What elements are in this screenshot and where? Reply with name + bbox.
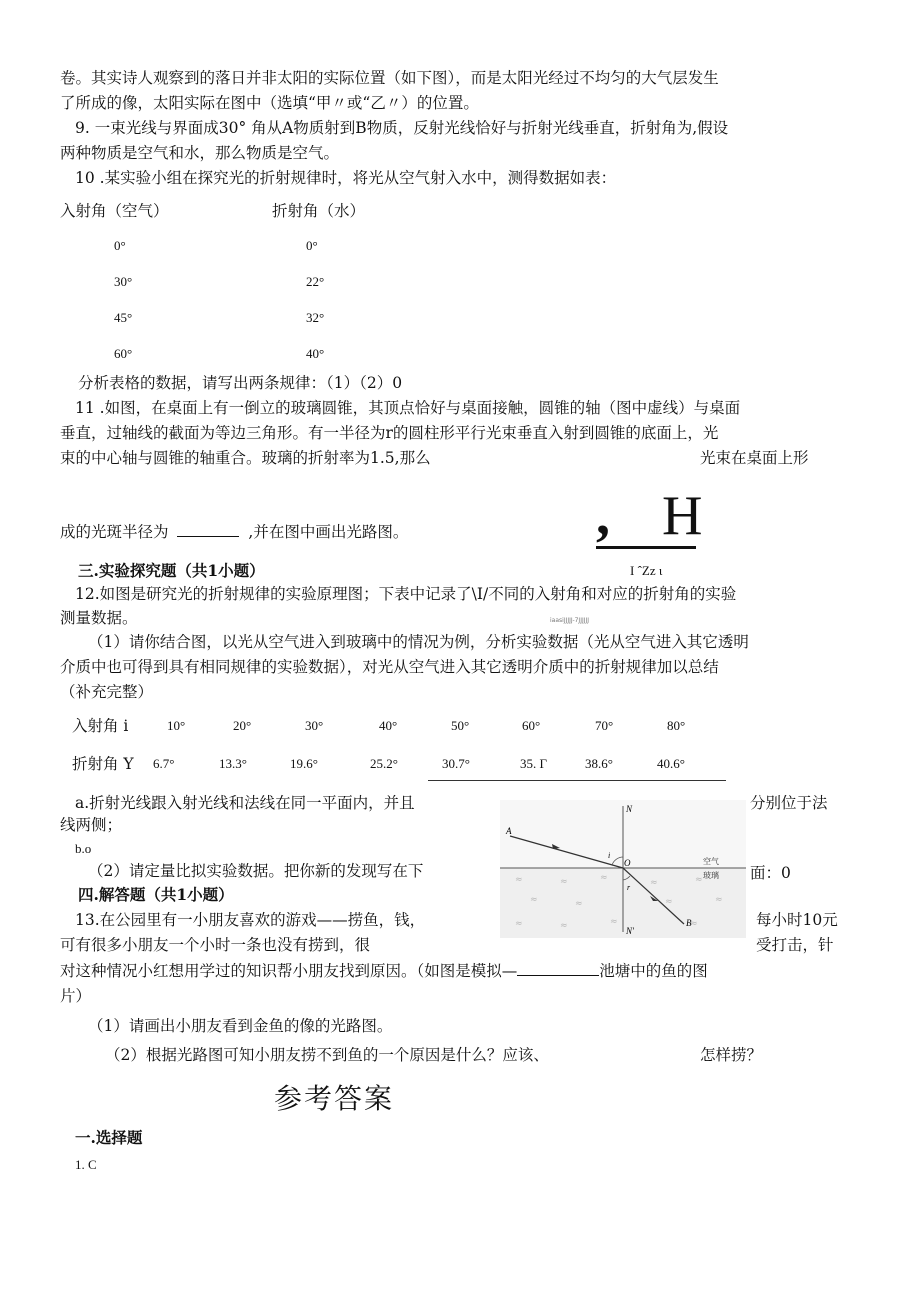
q12-text-line1: 12.如图是研究光的折射规律的实验原理图；下表中记录了\I/不同的入射角和对应的折射角的实验 <box>75 585 737 603</box>
table1-cell: 40° <box>306 346 325 361</box>
q11-text-line3-right: 光束在桌面上形 <box>700 449 809 467</box>
table2-cell: 60° <box>522 718 541 733</box>
table2-cell: 40.6° <box>657 756 685 771</box>
q10-text-line1: 10 .某实验小组在探究光的折射规律时，将光从空气射入水中，测得数据如表： <box>75 169 617 187</box>
q13-text-line2: 可有很多小朋友一个小时一条也没有捞到，很 <box>60 936 371 954</box>
table2-cell: 6.7° <box>153 756 175 771</box>
section-4-heading: 四.解答题（共1小题） <box>78 885 234 904</box>
q10-analysis: 分析表格的数据，请写出两条规律：（1）（2）0 <box>78 374 403 392</box>
label-N-top: N <box>626 804 633 814</box>
q13-blank[interactable] <box>517 975 599 976</box>
garbled-H-glyph: H <box>662 485 703 547</box>
svg-text:≈: ≈ <box>515 919 523 929</box>
label-r: r <box>627 883 631 892</box>
table2-cell: 80° <box>667 718 686 733</box>
q13-text-line1-right: 每小时10元 <box>756 911 838 929</box>
table1-cell: 22° <box>306 274 325 289</box>
q12-part1-line1: （1）请你结合图，以光从空气进入到玻璃中的情况为例，分析实验数据（光从空气进入其它透明 <box>88 633 749 651</box>
q13-text-line4: 片） <box>60 987 92 1005</box>
q12-text-line2: 测量数据。 <box>60 609 138 627</box>
table2-cell: 20° <box>233 718 252 733</box>
answer-title: 参考答案 <box>274 1082 395 1115</box>
q13-text-line2-right: 受打击，针 <box>756 936 834 954</box>
svg-text:≈: ≈ <box>665 897 673 907</box>
q13-text-line3b: 池塘中的鱼的图 <box>599 962 708 980</box>
svg-text:≈: ≈ <box>575 899 583 909</box>
table1-cell: 0° <box>306 238 318 253</box>
svg-text:≈: ≈ <box>650 878 658 888</box>
table2-cell: 10° <box>167 718 186 733</box>
table1-cell: 45° <box>114 310 133 325</box>
label-A: A <box>506 826 512 836</box>
label-air: 空气 <box>703 857 719 866</box>
q13-text-line3 <box>60 961 708 981</box>
table2-cell: 13.3° <box>219 756 247 771</box>
garbled-tiny-text: iaasiJJJJJ-7JJJJJJ <box>550 617 590 624</box>
table2-cell: 25.2° <box>370 756 398 771</box>
table2-cell: 40° <box>379 718 398 733</box>
label-glass: 玻璃 <box>703 871 719 880</box>
svg-text:≈: ≈ <box>560 877 568 887</box>
q12-a-line1-right: 分别位于法 <box>750 794 828 812</box>
table1-header-incident: 入射角（空气） <box>60 202 169 220</box>
q12-part2-right: 面：0 <box>750 864 791 882</box>
svg-text:≈: ≈ <box>715 895 723 905</box>
svg-text:≈: ≈ <box>515 875 523 885</box>
q12-part2-left: （2）请定量比拟实验数据。把你新的发现写在下 <box>88 862 424 880</box>
table1-cell: 30° <box>114 274 133 289</box>
table1-header-refracted: 折射角（水） <box>272 202 366 220</box>
q12-a-line1: a.折射光线跟入射光线和法线在同一平面内，并且 <box>75 794 415 812</box>
q12-a-line2: 线两侧； <box>60 816 123 834</box>
svg-text:≈: ≈ <box>610 917 618 927</box>
q11-text-line3: 束的中心轴与圆锥的轴重合。玻璃的折射率为1.5,那么 <box>60 449 431 467</box>
table1-cell: 32° <box>306 310 325 325</box>
label-B: B <box>686 918 692 928</box>
table2-cell: 19.6° <box>290 756 318 771</box>
table2-label-incident: 入射角 i <box>72 717 129 735</box>
q12-part1-line2: 介质中也可得到具有相同规律的实验数据），对光从空气进入其它透明介质中的折射规律加以总结 <box>60 658 719 676</box>
q11-text-line4a: 成的光斑半径为 <box>60 523 169 541</box>
q8-text-line1: 卷。其实诗人观察到的落日并非太阳的实际位置（如下图），而是太阳光经过不均匀的大气层发生 <box>60 69 719 87</box>
table2-cell: 30.7° <box>442 756 470 771</box>
q9-text-line1: 9. 一束光线与界面成30° 角从A物质射到B物质，反射光线恰好与折射光线垂直，折射角为,假设 <box>75 119 729 137</box>
q13-part2: （2）根据光路图可知小朋友捞不到鱼的一个原因是什么？应该、 <box>105 1046 549 1064</box>
label-i: i <box>608 851 611 860</box>
svg-text:≈: ≈ <box>600 873 608 883</box>
svg-text:≈: ≈ <box>530 895 538 905</box>
q12-part1-line3: （补充完整） <box>60 683 154 701</box>
garbled-text: I ˆZz ι <box>630 563 663 578</box>
answer-section-1: 一.选择题 <box>75 1128 143 1147</box>
table1-cell: 0° <box>114 238 126 253</box>
refraction-diagram <box>500 800 746 938</box>
q13-part1: （1）请画出小朋友看到金鱼的像的光路图。 <box>88 1017 393 1035</box>
table2-cell: 35. Γ <box>520 756 548 771</box>
table2-cell: 30° <box>305 718 324 733</box>
svg-text:≈: ≈ <box>560 921 568 931</box>
q11-text-line1: 11 .如图，在桌面上有一倒立的玻璃圆锥，其顶点恰好与桌面接触，圆锥的轴（图中虚线）与桌面 <box>75 399 741 417</box>
section-3-heading: 三.实验探究题（共1小题） <box>78 561 265 580</box>
q11-text-line4b: ,并在图中画出光路图。 <box>248 523 409 541</box>
q9-text-line2: 两种物质是空气和水，那么物质是空气。 <box>60 144 340 162</box>
table2-cell: 50° <box>451 718 470 733</box>
label-N-bottom: N' <box>626 926 634 936</box>
q8-text-line2: 了所成的像，太阳实际在图中（选填“甲〃或“乙〃）的位置。 <box>60 94 479 112</box>
table2-label-refracted: 折射角 Y <box>72 755 134 773</box>
table2-cell: 70° <box>595 718 614 733</box>
answer-1: 1. C <box>75 1157 97 1172</box>
q11-text-line2: 垂直，过轴线的截面为等边三角形。有一半径为r的圆柱形平行光束垂直入射到圆锥的底面上，光 <box>60 424 719 442</box>
q12-b: b.o <box>75 841 92 856</box>
svg-text:≈: ≈ <box>690 919 698 929</box>
table2-underline <box>428 780 726 781</box>
q13-text-line1: 13.在公园里有一小朋友喜欢的游戏——捞鱼，钱， <box>75 911 426 929</box>
label-O: O <box>624 858 631 868</box>
q11-text-line4 <box>60 522 408 542</box>
q13-part2-right: 怎样捞？ <box>700 1046 763 1064</box>
q11-answer-blank[interactable] <box>177 536 239 537</box>
table1-cell: 60° <box>114 346 133 361</box>
garbled-underline <box>596 546 696 549</box>
q13-text-line3a: 对这种情况小红想用学过的知识帮小朋友找到原因。（如图是模拟— <box>60 962 518 980</box>
svg-text:≈: ≈ <box>695 875 703 885</box>
table2-cell: 38.6° <box>585 756 613 771</box>
garbled-comma-glyph: , <box>596 485 610 547</box>
